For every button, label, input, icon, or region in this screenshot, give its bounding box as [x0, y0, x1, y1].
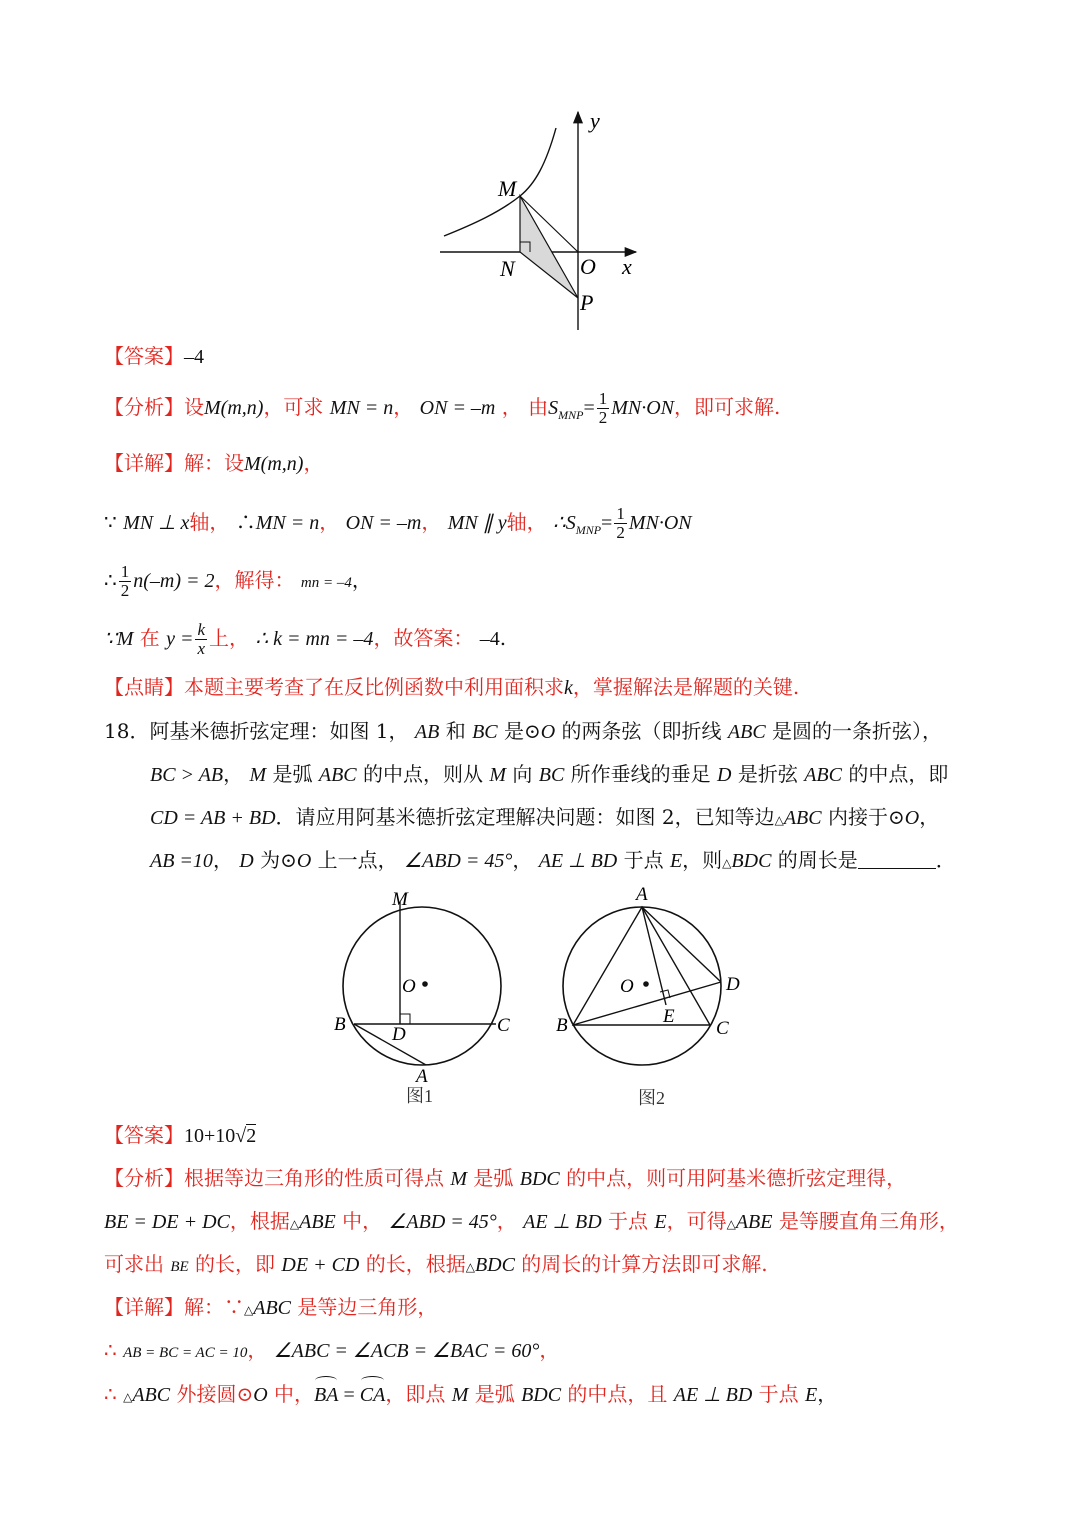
- q18-analysis-line-3: 可求出 BE 的长，即 DE + CD 的长，根据△BDC 的周长的计算方法即可求解.: [104, 1252, 768, 1276]
- svg-text:B: B: [334, 1014, 346, 1035]
- q17-answer-line: [104, 341, 204, 372]
- svg-text:O: O: [402, 976, 416, 997]
- q18-stem-line-1: 18．阿基米德折弦定理：如图 1， AB 和 BC 是⊙O 的两条弦（即折线 ABC 是圆的一条折弦），: [104, 719, 943, 743]
- label-P: P: [580, 290, 594, 315]
- question-number: 18．: [104, 719, 150, 743]
- svg-text:O: O: [620, 976, 634, 997]
- figure-2-caption: 图2: [638, 1088, 665, 1108]
- q17-point-line: 【点睛】本题主要考查了在反比例函数中利用面积求k，掌握解法是解题的关键.: [104, 675, 800, 699]
- detail-tag: 【详解】: [104, 1295, 184, 1319]
- q18-detail-line-3: ∴ △ABC 外接圆⊙O 中，BA = CA，即点 M 是弧 BDC 的中点，且 AE ⊥ BD 于点 E，: [104, 1379, 837, 1412]
- q18-analysis-line-1: 【分析】根据等边三角形的性质可得点 M 是弧 BDC 的中点，则可用阿基米德折弦定理得，: [104, 1166, 907, 1190]
- figure-1-caption: 图1: [406, 1086, 433, 1106]
- q17-step-3: ∵M 在 y = $\frac{k}{x}$ 上， ∴ k = mn = –4，故答案： –4.: [104, 620, 507, 658]
- answer-value: –4: [184, 346, 204, 368]
- q18-analysis-line-2: BE = DE + DC，根据△ABE 中， ∠ABD = 45°， AE ⊥ BD 于点 E，可得△ABE 是等腰直角三角形，: [104, 1209, 959, 1233]
- analysis-tag: 【分析】: [104, 1166, 184, 1190]
- q18-detail-line-1: 【详解】解：∵△ABC 是等边三角形，: [104, 1295, 438, 1319]
- q17-detail-line: 【详解】解：设M(m,n)，: [104, 451, 324, 475]
- svg-text:M: M: [392, 889, 408, 910]
- q18-stem-line-3: CD = AB + BD．请应用阿基米德折弦定理解决问题：如图 2，已知等边△ABC 内接于⊙O，: [150, 805, 940, 829]
- svg-text:B: B: [556, 1015, 568, 1036]
- q18-stem-line-4: AB =10， D 为⊙O 上一点， ∠ABD = 45°， AE ⊥ BD 于点 E，则△BDC 的周长是 ．: [150, 848, 956, 872]
- circle-1: [343, 907, 501, 1065]
- label-M: M: [498, 176, 517, 201]
- svg-text:C: C: [716, 1018, 729, 1039]
- answer-tag: 【答案】: [104, 1123, 184, 1147]
- q17-analysis-line: 【分析】设M(m,n)，可求 MN = n， ON = –m ， 由$S_{MNP}=$ $\frac{1}{2}$ MN·ON，即可求解.: [104, 389, 781, 427]
- circle-2: [563, 907, 721, 1065]
- figure-2: [548, 884, 748, 1112]
- analysis-tag: 【分析】: [104, 395, 184, 419]
- q17-step-1: ∵ MN ⊥ x轴， ∴MN = n， ON = –m， MN ∥ y轴， $\therefore S_{MNP}=$ $\frac{1}{2}$ MN·ON: [104, 504, 692, 542]
- coordinate-figure: [430, 100, 650, 336]
- label-N: N: [500, 256, 515, 281]
- triangle-mnp: [520, 196, 578, 298]
- svg-text:A: A: [636, 884, 648, 905]
- point-tag: 【点睛】: [104, 675, 184, 699]
- q18-answer-line: 【答案】10+10√2: [104, 1123, 257, 1147]
- label-O: O: [580, 254, 596, 279]
- svg-text:D: D: [726, 974, 740, 995]
- q18-detail-line-2: ∴ AB = BC = AC = 10， ∠ABC = ∠ACB = ∠BAC = 60°，: [104, 1338, 560, 1362]
- detail-tag: 【详解】: [104, 451, 184, 475]
- label-y: y: [590, 108, 600, 133]
- answer-tag: 【答案】: [104, 344, 184, 368]
- svg-text:C: C: [497, 1015, 510, 1036]
- svg-text:E: E: [663, 1006, 675, 1027]
- figure-1: [328, 884, 518, 1112]
- svg-text:A: A: [416, 1066, 428, 1087]
- answer-blank: [858, 848, 936, 869]
- svg-text:D: D: [392, 1024, 406, 1045]
- q17-step-2: ∴ $\frac{1}{2}$ n(–m) = 2，解得： mn = –4，: [104, 562, 372, 600]
- q18-stem-line-2: BC > AB， M 是弧 ABC 的中点，则从 M 向 BC 所作垂线的垂足 D 是折弦 ABC 的中点，即: [150, 762, 949, 786]
- label-x: x: [622, 254, 632, 279]
